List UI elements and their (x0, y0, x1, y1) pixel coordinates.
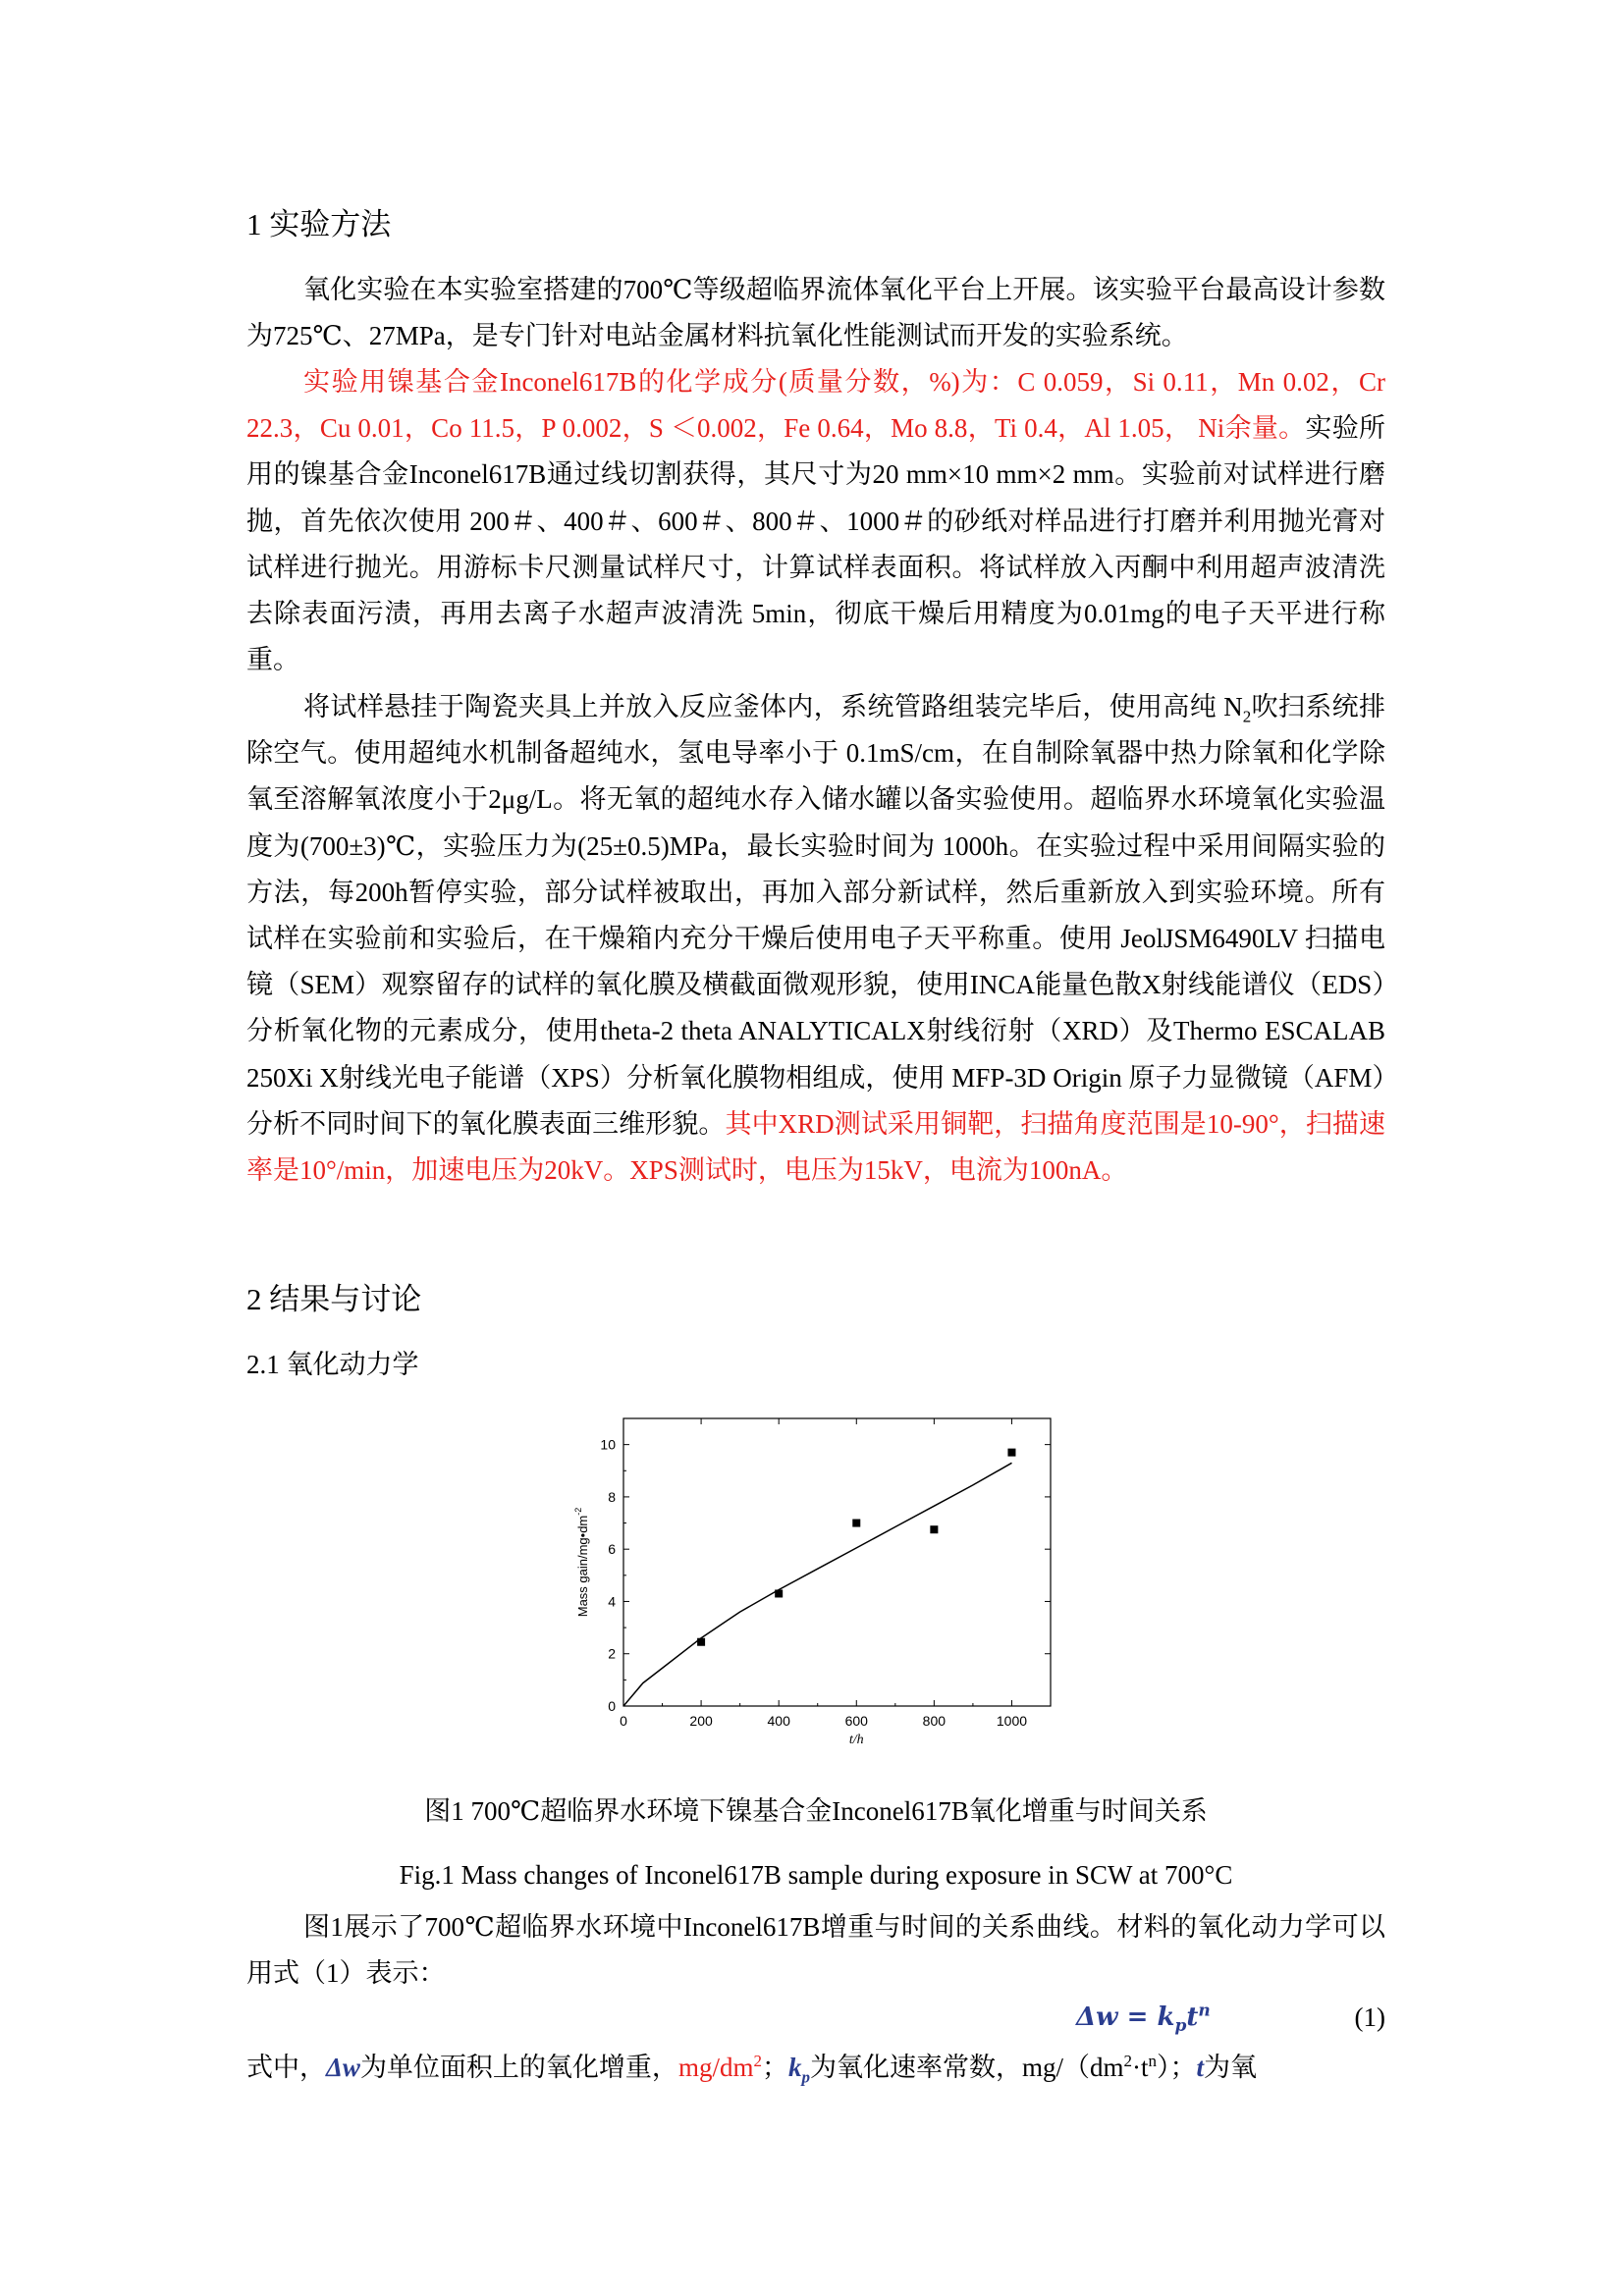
p5-text-4-sup: n (1148, 2052, 1157, 2070)
xrd-xps-text: 其中XRD测试采用铜靶，扫描角度范围是10-90°，扫描速率是10°/min，加速电压为20kV。XPS测试时，电压为15kV，电流为100nA。 (246, 1108, 1386, 1186)
y-axis-label: Mass gain/$mg•dm^{-2}$ (573, 1507, 590, 1618)
paragraph-3 (246, 684, 1385, 1194)
x-tick-label: 200 (689, 1713, 713, 1729)
paragraph-2 (246, 359, 1385, 683)
x-tick-label: 800 (922, 1713, 947, 1729)
data-point (697, 1638, 705, 1646)
eq-sign: = (1117, 2002, 1158, 2032)
paragraph-4: 图1展示了700℃超临界水环境中Inconel617B增重与时间的关系曲线。材料的氧化动力学可以用式（1）表示： (246, 1912, 1385, 1989)
paragraph-1: 氧化实验在本实验室搭建的700℃等级超临界流体氧化平台上开展。该实验平台最高设计参数为725℃、27MPa，是专门针对电站金属材料抗氧化性能测试而开发的实验系统。 (246, 275, 1385, 351)
chart-svg (569, 1409, 1060, 1752)
eq-exp: n (1198, 2001, 1211, 2021)
p5-sym-t: t (1196, 2053, 1204, 2082)
equation-formula (1076, 1996, 1211, 2039)
data-point (852, 1520, 860, 1527)
p5-sym-dw: Δw (326, 2053, 360, 2082)
y-tick-label: 6 (608, 1541, 616, 1558)
y-tick-label: 10 (600, 1436, 616, 1453)
subsection-title: 2.1 氧化动力学 (246, 1350, 419, 1379)
p5-sym-k: k (787, 2053, 802, 2082)
p5-unit (678, 2053, 762, 2082)
p5-text-3: 为氧化速率常数，mg/（dm (809, 2053, 1124, 2082)
x-tick-label: 600 (844, 1713, 868, 1729)
data-point (775, 1589, 783, 1597)
p5-text-2: ； (761, 2053, 788, 2082)
p5-text-4: ·t (1131, 2053, 1149, 2082)
fit-curve (623, 1463, 1012, 1706)
figure-caption-en: Fig.1 Mass changes of Inconel617B sample during exposure in SCW at 700°C (399, 1860, 1233, 1890)
p5-text-5: ）； (1156, 2053, 1197, 2082)
p5-unit-text: mg/dm (677, 2053, 754, 2082)
x-tick-label: 400 (767, 1713, 790, 1729)
equation-1 (246, 1996, 1385, 2039)
plot-frame (623, 1418, 1051, 1706)
y-tick-label: 0 (608, 1698, 616, 1714)
equation-number: (1) (1354, 2002, 1385, 2032)
p5-lead: 式中， (246, 2053, 326, 2082)
procedure-text-b: 吹扫系统排除空气。使用超纯水机制备超纯水，氢电导率小于 0.1mS/cm，在自制除氧器中热力除氧和化学除氧至溶解氧浓度小于2μg/L。将无氧的超纯水存入储水罐以备实验使用。超临界水环境氧化实验温度为(700±3)℃，实验压力为(25±0.5)MPa，最长实验时间为 1000h。在实验过程中采用间隔实验的方法，每200h暂停实验，部分试样被取出，再加入部分新试样，然后重新放入到实验环境。所有试样在实验前和实验后，在干燥箱内充分干燥后使用电子天平称重。使用 JeolJSM6490LV 扫描电镜（SEM）观察留存的试样的氧化膜及横截面微观形貌，使用INCA能量色散X射线能谱仪（EDS）分析氧化物的元素成分，使用theta-2 theta ANALYTICALX射线衍射（XRD）及Thermo ESCALAB 250Xi X射线光电子能谱（XPS）分析氧化膜物相组成，使用 MFP-3D Origin 原子力显微镜（AFM）分析不同时间下的氧化膜表面三维形貌。 (246, 692, 1385, 1139)
paragraph-5 (246, 2045, 1385, 2091)
data-point (1007, 1449, 1015, 1457)
procedure-text-a: 将试样悬挂于陶瓷夹具上并放入反应釜体内，系统管路组装完毕后，使用高纯 N (303, 692, 1243, 721)
section-1-title: 1 实验方法 (246, 207, 392, 241)
sample-prep-text: 实验所用的镍基合金Inconel617B通过线切割获得，其尺寸为20 mm×10 mm×2 mm。实验前对试样进行磨抛，首先依次使用 200＃、400＃、600＃、800＃、1000＃的砂纸对样品进行打磨并利用抛光膏对试样进行抛光。用游标卡尺测量试样尺寸，计算试样表面积。将试样放入丙酮中利用超声波清洗去除表面污渍，再用去离子水超声波清洗 5min，彻底干燥后用精度为0.01mg的电子天平进行称重。 (246, 413, 1385, 675)
eq-t: t (1186, 2002, 1199, 2032)
x-tick-label: 1000 (996, 1713, 1028, 1729)
p5-text-1: 为单位面积上的氧化增重， (359, 2053, 678, 2082)
x-tick-label: 0 (620, 1713, 627, 1729)
eq-k-sub: p (1174, 2016, 1187, 2037)
y-tick-label: 4 (608, 1593, 616, 1610)
p5-sym-k-sub: p (801, 2067, 810, 2087)
composition-text: 实验用镍基合金Inconel617B的化学成分(质量分数，%)为：C 0.059，Si 0.11，Mn 0.02，Cr 22.3，Cu 0.01，Co 11.5，P 0.002，S ＜0.002，Fe 0.64，Mo 8.8，Ti 0.4，Al 1.05， Ni余量。 (246, 367, 1385, 444)
p5-sym-kp (787, 2053, 810, 2087)
x-axis-label: t/h (848, 1733, 864, 1747)
y-tick-label: 2 (608, 1645, 616, 1662)
figure-caption-cn: 图1 700℃超临界水环境下镍基合金Inconel617B氧化增重与时间关系 (424, 1796, 1208, 1826)
y-tick-label: 8 (608, 1488, 616, 1505)
p5-text-6: 为氧 (1203, 2053, 1257, 2082)
n2-subscript: 2 (1242, 707, 1252, 726)
data-point (930, 1525, 938, 1533)
y-axis-label-sup: -2 (573, 1507, 583, 1516)
section-2-title: 2 结果与讨论 (246, 1282, 422, 1316)
p5-text-3-sup: 2 (1123, 2052, 1132, 2070)
mass-gain-chart (569, 1409, 1060, 1752)
eq-k: k (1157, 2002, 1175, 2032)
p5-unit-sup: 2 (753, 2052, 762, 2070)
eq-lhs: Δw (1076, 2002, 1118, 2032)
